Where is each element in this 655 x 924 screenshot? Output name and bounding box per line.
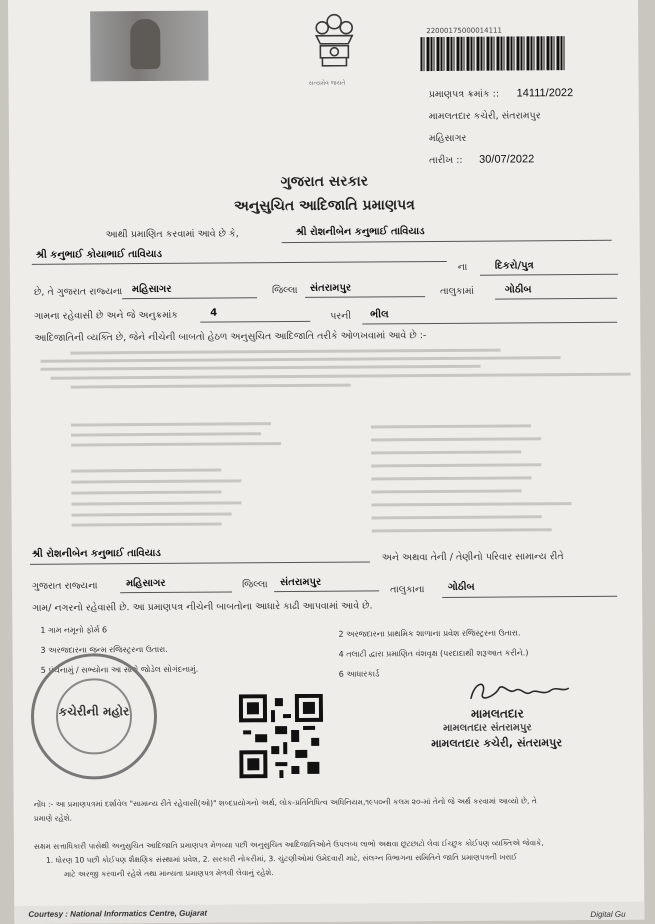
signatory-office: મામલતદાર કચેરી, સંતરામપુર	[431, 736, 563, 751]
tribe-text: આદિજાતિની વ્યક્તિ છે, જેને નીચેની બાબતો હેઠળ અનુસુચિત આદિજાતિ તરીકે ઓળખવામાં આવે છે :-	[34, 330, 427, 344]
district-value-2: મહિસાગર	[126, 577, 166, 590]
note-1: નોંધ :- આ પ્રમાણપત્રમાં દર્શાવેલ "સામાન્ય રીતે રહેવાસી(ઓ)" શબ્દપ્રયોગનો અર્થ, લોક-પ્રતિનિધિત્વ અધિનિયમ,૧૯૫૦ની કલમ ૨૦-માં તેનો જે અર્થ કરવામાં આવ્યો છે, તે	[33, 796, 537, 809]
intro-text: આથી પ્રમાણિત કરવામાં આવે છે કે,	[105, 228, 239, 241]
note-1b: પ્રમાણે રહેશે.	[33, 813, 73, 823]
taluka-label-2: તાલુકાના	[390, 584, 425, 596]
district-value: મહિસાગર	[131, 283, 172, 296]
national-emblem-icon	[306, 10, 362, 80]
office-seal	[31, 653, 158, 780]
doc-item-3: 3 અરજદારના જન્મ રજિસ્ટ્રરના ઉતારા.	[40, 644, 168, 655]
state-label: છે, તે ગુજરાત રાજ્યના	[34, 286, 123, 298]
barcode-number: 22000175000014111	[426, 26, 502, 36]
relation-value: દિકરો/પુત્ર	[494, 260, 534, 272]
district2-value-2: સંતરામપુર	[280, 576, 322, 589]
family-label: અને અથવા તેની / તેણીનો પરિવાર સામાન્ય રીતે	[381, 551, 564, 564]
resident-label: ગામના રહેવાસી છે અને જે અનુક્રમાંક	[34, 309, 179, 322]
applicant-name-2: શ્રી રોશનીબેન કનુભાઈ તાવિયાડ	[31, 547, 161, 560]
taluka-label: તાલુકામાં	[440, 285, 474, 297]
note-4: માટે અરજી કરવાની રહેશે તથા માન્યતા પ્રમાણપત્ર મેળવી લેવાનું રહેશે.	[64, 868, 274, 879]
doc-item-6: 6 આધારકાર્ડ	[338, 669, 380, 679]
father-name: શ્રી કનુભાઈ કોયાભાઈ તાવિયાડ	[35, 248, 163, 261]
office-name: મામલતદાર કચેરી, સંતરામપુર	[428, 110, 541, 123]
district-label-2: જિલ્લા	[242, 579, 268, 591]
certificate-page	[8, 0, 644, 924]
date-label: તારીખ ::	[429, 154, 463, 167]
district2-value: સંતરામપુર	[309, 282, 352, 294]
cert-no-label: પ્રમાણપત્ર ક્રમાંક ::	[428, 88, 500, 101]
applicant-photo	[90, 11, 208, 82]
doc-item-2: 2 અરજદારના પ્રાથમિક શાળાના પ્રવેશ રજિસ્ટ્રરના ઉતારા.	[338, 628, 521, 639]
taluka-value-2: ગોઠીબ	[448, 581, 475, 593]
footer-courtesy: Courtesy : National Informatics Centre, Gujarat	[28, 908, 208, 919]
district-label: જિલ્લા	[271, 284, 298, 297]
barcode	[420, 36, 565, 71]
seal-text: કચેરીની મહોર	[58, 704, 130, 719]
village-text: ગામ/ નગરનો રહેવાસી છે. આ પ્રમાણપત્ર નીચેની બાબતોના આધારે કાઢી આપવામાં આવે છે.	[32, 600, 373, 614]
doc-item-4: 4 તલાટી દ્વારા પ્રમાણિત વંશવૃક્ષ (પરદાદાથી શરૂઆત કરીને.)	[338, 648, 529, 659]
relation-label: ના	[457, 261, 468, 273]
emblem-caption: સત્યમેવ જયતે	[308, 79, 346, 87]
certificate-title: અનુસુચિત આદિજાતિ પ્રમાણપત્ર	[233, 197, 415, 215]
note-3: 1. ધોરણ 10 પછી કોઈપણ શૈક્ષણિક સંસ્થામાં પ્રવેશ, 2. સરકારી નોકરીમાં, 3. ચુંટણીઓમાં ઉમેદવારી માટે, સંલગ્ન વિભાગના સમિતિને જાતિ પ્રમાણપત્રની ખરાઈ	[45, 852, 518, 865]
state-label-2: ગુજરાત રાજ્યના	[32, 580, 98, 592]
note-2: સક્ષમ સત્તાધિકારી પાસેથી અનુસુચિત આદિજાતિ પ્રમાણપત્ર મેળવ્યા પછી અનુસુચિત આદિજાતિઓને ઉપલબ્ધ લાભો અથવા છૂટછાટો લેવા ઈચ્છુક કોઈપણ વ્યક્તિએ જેવાકે,	[33, 838, 544, 851]
caste-value: ભીલ	[370, 309, 389, 321]
office-district: મહિસાગર	[428, 132, 467, 145]
issue-date: 30/07/2022	[479, 153, 535, 166]
applicant-name: શ્રી રોશનીબેન કનુભાઈ તાવિયાડ	[295, 226, 425, 238]
government-heading: ગુજરાત સરકાર	[280, 173, 369, 191]
signatory-title: મામલતદાર	[470, 706, 524, 721]
doc-item-5: 5 પંચનામું / સભ્યોના આ સાથે જોડેલ સોગંદનામું.	[40, 664, 199, 675]
serial-number: 4	[210, 307, 218, 319]
qr-code	[239, 694, 324, 779]
taluka-value: ગોઠીબ	[504, 284, 532, 296]
officer-signature	[465, 676, 575, 707]
signatory-stamp: મામલતદાર સંતરામપુર	[443, 722, 532, 734]
caste-label: પરની	[330, 310, 352, 322]
cert-no: 14111/2022	[516, 87, 574, 100]
footer-digital: Digital Gu	[590, 909, 626, 919]
doc-item-1: 1 ગામ નમૂનો ફોર્મ 6	[40, 625, 108, 635]
